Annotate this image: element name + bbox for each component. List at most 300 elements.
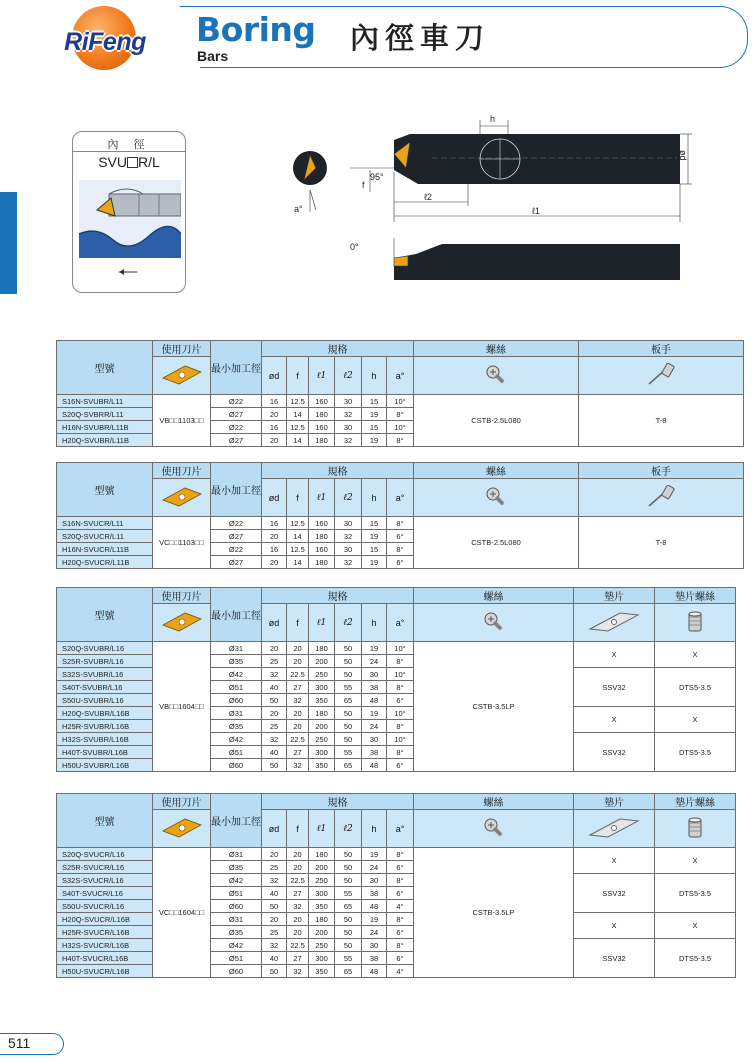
- col-insert: 使用刀片: [153, 588, 211, 604]
- value-cell: 8°: [387, 434, 414, 447]
- model-cell: H20Q-SVUCR/L16B: [57, 913, 153, 926]
- col-shim: 墊片: [574, 794, 655, 810]
- shim-screw-cell: X: [655, 848, 736, 874]
- insert-icon: [161, 611, 203, 633]
- value-cell: 32: [287, 694, 309, 707]
- screw-image-cell: [414, 357, 579, 395]
- model-cell: S25R-SVUBR/L16: [57, 655, 153, 668]
- value-cell: 14: [287, 434, 309, 447]
- type-category: 內 徑: [107, 139, 151, 151]
- value-cell: 30: [335, 421, 362, 434]
- value-cell: 30: [335, 517, 362, 530]
- shim-screw-image-cell: [655, 810, 736, 848]
- value-cell: 40: [262, 746, 287, 759]
- value-cell: 250: [309, 668, 335, 681]
- tool-type-card: [72, 131, 186, 293]
- value-cell: 250: [309, 874, 335, 887]
- value-cell: 48: [362, 965, 387, 978]
- screw-cell: CSTB-2.5L080: [414, 517, 579, 569]
- insert-cell: VC□□1103□□: [153, 517, 211, 569]
- col-h: h: [362, 479, 387, 517]
- shim-cell: SSV32: [574, 733, 655, 772]
- value-cell: Ø27: [211, 408, 262, 421]
- value-cell: 350: [309, 900, 335, 913]
- page-title-en: Boring: [196, 10, 316, 49]
- svg-text:ℓ2: ℓ2: [424, 192, 432, 202]
- value-cell: 55: [335, 952, 362, 965]
- value-cell: 20: [287, 861, 309, 874]
- value-cell: Ø60: [211, 759, 262, 772]
- screw-image-cell: [414, 604, 574, 642]
- value-cell: 200: [309, 720, 335, 733]
- shim-screw-cell: DTS5-3.5: [655, 668, 736, 707]
- value-cell: 32: [287, 759, 309, 772]
- value-cell: 250: [309, 733, 335, 746]
- blank-box: [127, 157, 138, 168]
- wrench-icon: [646, 485, 676, 509]
- value-cell: 15: [362, 395, 387, 408]
- value-cell: 19: [362, 913, 387, 926]
- value-cell: 19: [362, 707, 387, 720]
- col-l1: ℓ1: [309, 810, 335, 848]
- value-cell: 38: [362, 681, 387, 694]
- value-cell: 180: [309, 434, 335, 447]
- model-cell: H20Q-SVUBR/L16B: [57, 707, 153, 720]
- value-cell: 50: [335, 874, 362, 887]
- value-cell: 30: [362, 874, 387, 887]
- col-a: a°: [387, 810, 414, 848]
- value-cell: 50: [335, 913, 362, 926]
- shim-cell: SSV32: [574, 939, 655, 978]
- shim-screw-cell: X: [655, 913, 736, 939]
- col-a: a°: [387, 604, 414, 642]
- shim-screw-cell: X: [655, 707, 736, 733]
- table-row: [57, 642, 736, 655]
- value-cell: 14: [287, 556, 309, 569]
- value-cell: 50: [262, 965, 287, 978]
- screw-image-cell: [414, 810, 574, 848]
- col-min-bore: 最小加工徑: [211, 588, 262, 642]
- col-d: ød: [262, 810, 287, 848]
- screw-cell: CSTB-3.5LP: [414, 848, 574, 978]
- model-cell: S50U-SVUCR/L16: [57, 900, 153, 913]
- model-cell: H40T-SVUBR/L16B: [57, 746, 153, 759]
- shim-cell: SSV32: [574, 874, 655, 913]
- value-cell: 20: [262, 556, 287, 569]
- insert-image-cell: [153, 810, 211, 848]
- col-min-bore: 最小加工徑: [211, 341, 262, 395]
- col-h: h: [362, 357, 387, 395]
- value-cell: 8°: [387, 517, 414, 530]
- col-min-bore: 最小加工徑: [211, 794, 262, 848]
- value-cell: 32: [287, 965, 309, 978]
- col-min-bore: 最小加工徑: [211, 463, 262, 517]
- value-cell: 160: [309, 543, 335, 556]
- page-subtitle: Bars: [197, 48, 229, 64]
- value-cell: 40: [262, 887, 287, 900]
- value-cell: 6°: [387, 952, 414, 965]
- value-cell: 38: [362, 952, 387, 965]
- value-cell: Ø51: [211, 887, 262, 900]
- value-cell: 65: [335, 900, 362, 913]
- value-cell: 180: [309, 913, 335, 926]
- value-cell: 38: [362, 887, 387, 900]
- value-cell: 6°: [387, 556, 414, 569]
- value-cell: 19: [362, 642, 387, 655]
- shim-screw-icon: [684, 816, 706, 840]
- model-cell: H32S-SVUBR/L16B: [57, 733, 153, 746]
- value-cell: 25: [262, 720, 287, 733]
- model-cell: S40T-SVUCR/L16: [57, 887, 153, 900]
- col-f: f: [287, 479, 309, 517]
- value-cell: 27: [287, 746, 309, 759]
- model-cell: S16N-SVUCR/L11: [57, 517, 153, 530]
- value-cell: 30: [362, 668, 387, 681]
- value-cell: Ø42: [211, 733, 262, 746]
- value-cell: Ø31: [211, 913, 262, 926]
- value-cell: 350: [309, 694, 335, 707]
- value-cell: 50: [335, 642, 362, 655]
- value-cell: Ø22: [211, 517, 262, 530]
- page-number: 511: [0, 1033, 64, 1055]
- col-spec: 規格: [262, 341, 414, 357]
- value-cell: 25: [262, 861, 287, 874]
- value-cell: 32: [335, 530, 362, 543]
- value-cell: Ø22: [211, 543, 262, 556]
- value-cell: 55: [335, 746, 362, 759]
- value-cell: Ø22: [211, 395, 262, 408]
- value-cell: 6°: [387, 887, 414, 900]
- svg-text:0°: 0°: [350, 242, 359, 252]
- col-wrench: 板手: [579, 341, 744, 357]
- value-cell: 6°: [387, 861, 414, 874]
- wrench-cell: T-8: [579, 517, 744, 569]
- col-spec: 規格: [262, 463, 414, 479]
- value-cell: 10°: [387, 707, 414, 720]
- value-cell: 50: [335, 668, 362, 681]
- col-f: f: [287, 357, 309, 395]
- value-cell: 32: [262, 668, 287, 681]
- col-d: ød: [262, 479, 287, 517]
- value-cell: 14: [287, 408, 309, 421]
- col-l2: ℓ2: [335, 810, 362, 848]
- value-cell: 24: [362, 720, 387, 733]
- model-cell: S20Q-SVUCR/L16: [57, 848, 153, 861]
- shim-screw-cell: X: [655, 642, 736, 668]
- shim-icon: [588, 611, 640, 633]
- svg-text:f: f: [362, 180, 365, 190]
- value-cell: 22.5: [287, 874, 309, 887]
- value-cell: 8°: [387, 720, 414, 733]
- value-cell: 38: [362, 746, 387, 759]
- value-cell: 25: [262, 655, 287, 668]
- value-cell: 12.5: [287, 517, 309, 530]
- value-cell: 30: [362, 939, 387, 952]
- value-cell: 20: [287, 848, 309, 861]
- value-cell: Ø27: [211, 556, 262, 569]
- model-cell: H20Q-SVUBR/L11B: [57, 434, 153, 447]
- value-cell: 180: [309, 848, 335, 861]
- value-cell: 8°: [387, 848, 414, 861]
- col-l1: ℓ1: [309, 357, 335, 395]
- insert-image-cell: [153, 604, 211, 642]
- model-cell: S32S-SVUBR/L16: [57, 668, 153, 681]
- value-cell: 8°: [387, 913, 414, 926]
- value-cell: 8°: [387, 939, 414, 952]
- value-cell: 32: [262, 939, 287, 952]
- value-cell: 20: [287, 926, 309, 939]
- value-cell: Ø27: [211, 434, 262, 447]
- value-cell: Ø31: [211, 848, 262, 861]
- value-cell: 50: [262, 759, 287, 772]
- col-model: 型號: [57, 794, 153, 848]
- value-cell: 50: [262, 900, 287, 913]
- model-cell: S16N-SVUBR/L11: [57, 395, 153, 408]
- value-cell: 6°: [387, 694, 414, 707]
- value-cell: Ø31: [211, 642, 262, 655]
- col-a: a°: [387, 479, 414, 517]
- value-cell: 32: [262, 733, 287, 746]
- boring-illustration-icon: [79, 176, 181, 286]
- table-row: [57, 848, 736, 861]
- value-cell: 180: [309, 530, 335, 543]
- screw-icon: [485, 486, 507, 508]
- col-l2: ℓ2: [335, 357, 362, 395]
- value-cell: 8°: [387, 874, 414, 887]
- value-cell: 16: [262, 517, 287, 530]
- value-cell: 8°: [387, 408, 414, 421]
- value-cell: 180: [309, 408, 335, 421]
- value-cell: Ø42: [211, 874, 262, 887]
- col-screw: 螺絲: [414, 794, 574, 810]
- value-cell: 180: [309, 642, 335, 655]
- value-cell: Ø31: [211, 707, 262, 720]
- type-code: SVU R/L: [98, 154, 160, 170]
- value-cell: 22.5: [287, 939, 309, 952]
- value-cell: 12.5: [287, 543, 309, 556]
- value-cell: 48: [362, 759, 387, 772]
- value-cell: 8°: [387, 681, 414, 694]
- spec-table-2: [56, 462, 744, 569]
- value-cell: 6°: [387, 759, 414, 772]
- value-cell: 30: [335, 395, 362, 408]
- value-cell: 250: [309, 939, 335, 952]
- value-cell: 20: [287, 655, 309, 668]
- value-cell: Ø51: [211, 746, 262, 759]
- spec-table-4: [56, 793, 736, 978]
- value-cell: 20: [287, 720, 309, 733]
- value-cell: 24: [362, 655, 387, 668]
- insert-icon: [161, 364, 203, 386]
- col-screw: 螺絲: [414, 463, 579, 479]
- svg-text:ℓ1: ℓ1: [532, 206, 540, 216]
- value-cell: 65: [335, 759, 362, 772]
- model-cell: H20Q-SVUCR/L11B: [57, 556, 153, 569]
- shim-cell: SSV32: [574, 668, 655, 707]
- model-cell: S40T-SVUBR/L16: [57, 681, 153, 694]
- value-cell: 22.5: [287, 733, 309, 746]
- value-cell: 50: [335, 926, 362, 939]
- col-l2: ℓ2: [335, 479, 362, 517]
- value-cell: 50: [335, 707, 362, 720]
- value-cell: 300: [309, 746, 335, 759]
- shim-cell: X: [574, 913, 655, 939]
- shim-screw-cell: DTS5-3.5: [655, 939, 736, 978]
- value-cell: 50: [335, 720, 362, 733]
- value-cell: 10°: [387, 395, 414, 408]
- value-cell: Ø60: [211, 900, 262, 913]
- model-cell: H40T-SVUCR/L16B: [57, 952, 153, 965]
- screw-image-cell: [414, 479, 579, 517]
- screw-cell: CSTB-3.5LP: [414, 642, 574, 772]
- value-cell: 50: [335, 861, 362, 874]
- value-cell: 16: [262, 421, 287, 434]
- col-h: h: [362, 604, 387, 642]
- value-cell: 30: [335, 543, 362, 556]
- value-cell: 20: [287, 913, 309, 926]
- model-cell: S32S-SVUCR/L16: [57, 874, 153, 887]
- col-f: f: [287, 604, 309, 642]
- col-a: a°: [387, 357, 414, 395]
- value-cell: Ø35: [211, 720, 262, 733]
- value-cell: 20: [262, 642, 287, 655]
- value-cell: 10°: [387, 733, 414, 746]
- value-cell: Ø27: [211, 530, 262, 543]
- screw-cell: CSTB-2.5L080: [414, 395, 579, 447]
- insert-image-cell: [153, 357, 211, 395]
- page-title-cn: 內徑車刀: [350, 23, 491, 55]
- value-cell: 350: [309, 759, 335, 772]
- value-cell: 20: [262, 408, 287, 421]
- insert-icon: [161, 817, 203, 839]
- side-tab-marker: [0, 192, 17, 294]
- value-cell: 55: [335, 681, 362, 694]
- model-cell: H16N-SVUBR/L11B: [57, 421, 153, 434]
- value-cell: 10°: [387, 668, 414, 681]
- value-cell: 14: [287, 530, 309, 543]
- model-cell: S20Q-SVUBR/L16: [57, 642, 153, 655]
- shim-cell: X: [574, 707, 655, 733]
- value-cell: 200: [309, 861, 335, 874]
- value-cell: 20: [262, 434, 287, 447]
- value-cell: 15: [362, 543, 387, 556]
- shim-cell: X: [574, 642, 655, 668]
- value-cell: 20: [262, 913, 287, 926]
- col-model: 型號: [57, 341, 153, 395]
- value-cell: Ø51: [211, 952, 262, 965]
- value-cell: 12.5: [287, 395, 309, 408]
- value-cell: 160: [309, 421, 335, 434]
- shim-screw-cell: DTS5-3.5: [655, 733, 736, 772]
- value-cell: 55: [335, 887, 362, 900]
- col-spec: 規格: [262, 588, 414, 604]
- model-cell: H32S-SVUCR/L16B: [57, 939, 153, 952]
- shim-image-cell: [574, 810, 655, 848]
- value-cell: 32: [335, 556, 362, 569]
- value-cell: Ø35: [211, 861, 262, 874]
- shim-screw-cell: DTS5-3.5: [655, 874, 736, 913]
- col-h: h: [362, 810, 387, 848]
- col-insert: 使用刀片: [153, 463, 211, 479]
- value-cell: 10°: [387, 421, 414, 434]
- shim-image-cell: [574, 604, 655, 642]
- col-wrench: 板手: [579, 463, 744, 479]
- value-cell: 27: [287, 952, 309, 965]
- value-cell: 200: [309, 926, 335, 939]
- value-cell: 4°: [387, 965, 414, 978]
- value-cell: 24: [362, 926, 387, 939]
- value-cell: 48: [362, 900, 387, 913]
- model-cell: H50U-SVUBR/L16B: [57, 759, 153, 772]
- value-cell: Ø51: [211, 681, 262, 694]
- logo-text: RiFeng: [64, 28, 146, 56]
- value-cell: 160: [309, 517, 335, 530]
- model-cell: H25R-SVUCR/L16B: [57, 926, 153, 939]
- screw-icon: [485, 364, 507, 386]
- model-cell: H50U-SVUCR/L16B: [57, 965, 153, 978]
- value-cell: 25: [262, 926, 287, 939]
- col-screw: 螺絲: [414, 588, 574, 604]
- svg-text:95°: 95°: [370, 172, 384, 182]
- value-cell: 32: [335, 408, 362, 421]
- value-cell: 16: [262, 543, 287, 556]
- value-cell: 12.5: [287, 421, 309, 434]
- value-cell: 65: [335, 965, 362, 978]
- table-row: [57, 395, 744, 408]
- col-shim: 墊片: [574, 588, 655, 604]
- model-cell: S25R-SVUCR/L16: [57, 861, 153, 874]
- model-cell: H16N-SVUCR/L11B: [57, 543, 153, 556]
- value-cell: 300: [309, 681, 335, 694]
- model-cell: H25R-SVUBR/L16B: [57, 720, 153, 733]
- col-model: 型號: [57, 463, 153, 517]
- col-l1: ℓ1: [309, 604, 335, 642]
- value-cell: 50: [262, 694, 287, 707]
- col-spec: 規格: [262, 794, 414, 810]
- value-cell: 10°: [387, 642, 414, 655]
- value-cell: 40: [262, 681, 287, 694]
- shim-screw-icon: [684, 610, 706, 634]
- insert-icon: [161, 486, 203, 508]
- screw-icon: [483, 611, 505, 633]
- model-cell: S50U-SVUBR/L16: [57, 694, 153, 707]
- table-row: [57, 517, 744, 530]
- value-cell: 48: [362, 694, 387, 707]
- svg-text:ød: ød: [678, 150, 688, 161]
- value-cell: 6°: [387, 530, 414, 543]
- value-cell: 6°: [387, 926, 414, 939]
- value-cell: 8°: [387, 543, 414, 556]
- col-l1: ℓ1: [309, 479, 335, 517]
- technical-drawing: [282, 110, 692, 290]
- value-cell: 4°: [387, 900, 414, 913]
- value-cell: 30: [362, 733, 387, 746]
- value-cell: 180: [309, 556, 335, 569]
- value-cell: 8°: [387, 655, 414, 668]
- value-cell: 19: [362, 408, 387, 421]
- col-screw: 螺絲: [414, 341, 579, 357]
- value-cell: 300: [309, 952, 335, 965]
- value-cell: Ø35: [211, 926, 262, 939]
- shim-cell: X: [574, 848, 655, 874]
- value-cell: 65: [335, 694, 362, 707]
- value-cell: Ø60: [211, 694, 262, 707]
- col-insert: 使用刀片: [153, 794, 211, 810]
- model-cell: S20Q-SVUCR/L11: [57, 530, 153, 543]
- value-cell: 50: [335, 733, 362, 746]
- insert-cell: VC□□1604□□: [153, 848, 211, 978]
- col-d: ød: [262, 604, 287, 642]
